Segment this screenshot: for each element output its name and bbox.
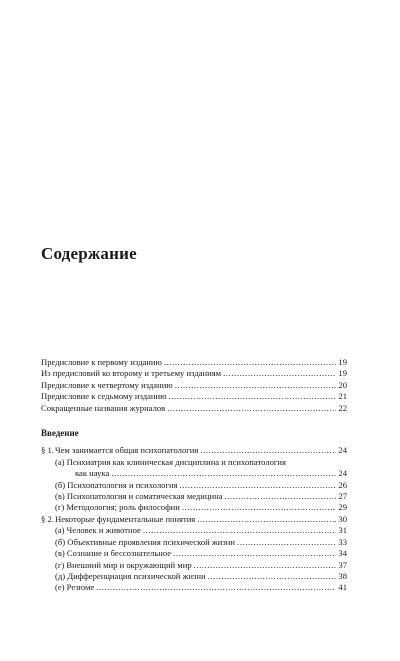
dot-leader bbox=[194, 560, 337, 571]
toc-page-number: 21 bbox=[338, 391, 347, 402]
toc-entry-1v[interactable] bbox=[41, 491, 347, 502]
toc-page-number: 30 bbox=[338, 513, 347, 524]
toc-page-number: 27 bbox=[338, 491, 347, 502]
toc-entry-2a[interactable] bbox=[41, 525, 347, 536]
toc-entry-preface-4[interactable] bbox=[41, 380, 347, 391]
section-heading-introduction: Введение bbox=[41, 428, 79, 439]
dot-leader bbox=[197, 514, 336, 525]
dot-leader bbox=[237, 537, 336, 548]
toc-page-number: 38 bbox=[338, 570, 347, 581]
toc-entry-label: Некоторые фундаментальные понятия bbox=[55, 513, 196, 524]
toc-page-number: 33 bbox=[338, 536, 347, 547]
dot-leader bbox=[111, 468, 336, 479]
toc-entry-2e[interactable] bbox=[41, 582, 347, 593]
toc-entry-preface-2-3[interactable] bbox=[41, 368, 347, 379]
toc-page-number: 31 bbox=[338, 525, 347, 536]
dot-leader bbox=[225, 491, 337, 502]
section-number: § 2. bbox=[41, 513, 54, 524]
dot-leader bbox=[182, 502, 337, 513]
dot-leader bbox=[96, 582, 336, 593]
toc-entry-1b[interactable] bbox=[41, 480, 347, 491]
toc-entry-2v[interactable] bbox=[41, 548, 347, 559]
dot-leader bbox=[223, 368, 336, 379]
toc-entry-label: Предисловие к четвертому изданию bbox=[41, 379, 173, 390]
toc-entry-label: Сокращенные названия журналов bbox=[41, 402, 166, 413]
dot-leader bbox=[173, 548, 336, 559]
toc-page-number: 41 bbox=[338, 582, 347, 593]
toc-page-number: 22 bbox=[338, 402, 347, 413]
toc-page-number: 19 bbox=[338, 368, 347, 379]
toc-entry-label: (е) Резюме bbox=[55, 582, 95, 593]
section-number: § 1. bbox=[41, 445, 54, 456]
toc-entry-label: (г) Внешний мир и окружающий мир bbox=[55, 559, 192, 570]
toc-entry-2g[interactable] bbox=[41, 560, 347, 571]
toc-page-number: 20 bbox=[338, 379, 347, 390]
dot-leader bbox=[208, 571, 337, 582]
toc-page-number: 34 bbox=[338, 548, 347, 559]
toc-page-number: 24 bbox=[338, 468, 347, 479]
toc-entry-1a-line1[interactable] bbox=[41, 457, 347, 468]
toc-entry-label: (а) Психиатрия как клиническая дисциплина и психопатология bbox=[55, 456, 286, 467]
toc-entry-label: (в) Сознание и бессознательное bbox=[55, 548, 172, 559]
dot-leader bbox=[180, 480, 337, 491]
toc-entry-1a-line2[interactable] bbox=[41, 468, 347, 479]
toc-entry-preface-1[interactable] bbox=[41, 357, 347, 368]
toc-entry-label: (в) Психопатология и соматическая медицина bbox=[55, 491, 223, 502]
toc-entry-label: как наука bbox=[75, 468, 110, 479]
toc-entry-label: Предисловие к седьмому изданию bbox=[41, 391, 167, 402]
toc-page-number: 37 bbox=[338, 559, 347, 570]
table-of-contents bbox=[41, 357, 347, 594]
dot-leader bbox=[167, 403, 336, 414]
toc-entry-section-1[interactable] bbox=[41, 445, 347, 456]
toc-entry-journals[interactable] bbox=[41, 403, 347, 414]
toc-entry-label: (б) Психопатология и психология bbox=[55, 479, 178, 490]
toc-page-number: 29 bbox=[338, 502, 347, 513]
toc-entry-preface-7[interactable] bbox=[41, 391, 347, 402]
toc-entry-label: (г) Методология; роль философии bbox=[55, 502, 180, 513]
page-title: Содержание bbox=[41, 244, 137, 263]
toc-page-number: 26 bbox=[338, 479, 347, 490]
toc-entry-2d[interactable] bbox=[41, 571, 347, 582]
toc-entry-section-2[interactable] bbox=[41, 514, 347, 525]
dot-leader bbox=[200, 445, 336, 456]
toc-entry-label: (б) Объективные проявления психической жизни bbox=[55, 536, 235, 547]
dot-leader bbox=[143, 525, 337, 536]
toc-entry-label: (д) Дифференциация психической жизни bbox=[55, 570, 206, 581]
dot-leader bbox=[164, 357, 337, 368]
toc-entry-label: (а) Человек и животное bbox=[55, 525, 141, 536]
toc-entry-label: Чем занимается общая психопатология bbox=[55, 445, 199, 456]
toc-entry-label: Предисловие к первому изданию bbox=[41, 357, 162, 367]
toc-entry-label: Из предисловий ко второму и третьему изданиям bbox=[41, 368, 222, 379]
toc-page-number: 24 bbox=[338, 445, 347, 456]
dot-leader bbox=[175, 380, 337, 391]
dot-leader bbox=[169, 391, 337, 402]
toc-page-number: 19 bbox=[338, 357, 347, 367]
toc-entry-1g[interactable] bbox=[41, 502, 347, 513]
toc-entry-2b[interactable] bbox=[41, 537, 347, 548]
